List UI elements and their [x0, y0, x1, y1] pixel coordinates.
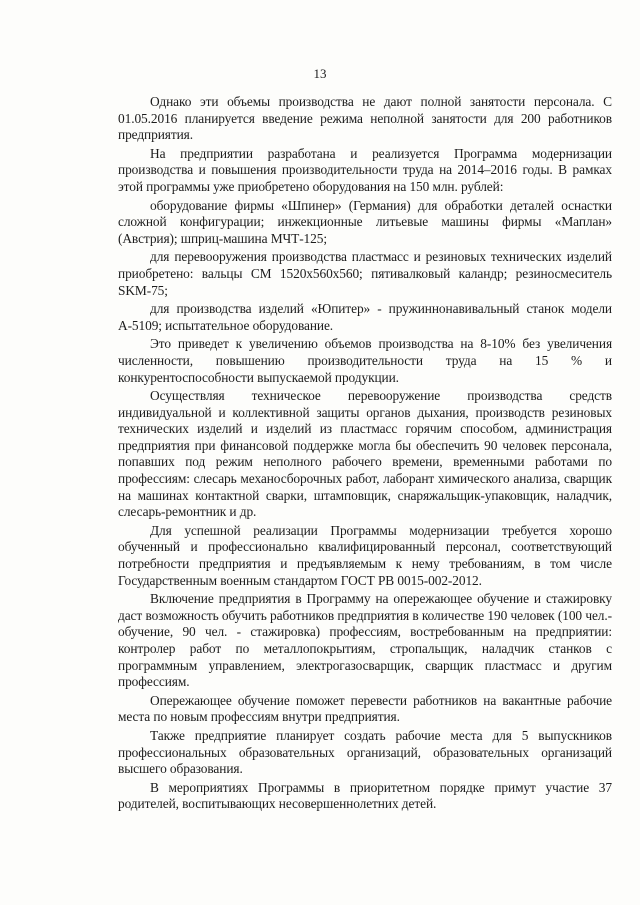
document-body: [118, 94, 612, 813]
paragraph: Осуществляя техническое перевооружение производства средств индивидуальной и коллективной защиты органов дыхания, производств резиновых технических изделий и изделий из пластмасс горячим способом, администрация предприятия при финансовой поддержке могла бы обеспечить 90 человек персонала, попавших под режим неполного рабочего времени, временными работами по профессиям: слесарь механосборочных работ, лаборант химического анализа, сварщик на машинах контактной сварки, штамповщик, снаряжальщик-упаковщик, наладчик, слесарь-ремонтник и др.: [118, 388, 612, 520]
paragraph: Включение предприятия в Программу на опережающее обучение и стажировку даст возможность обучить работников предприятия в количестве 190 человек (100 чел.- обучение, 90 чел. - стажировка) профессиям, востребованным на предприятии: контролер работ по металлопокрытиям, стропальщик, наладчик станков с программным управлением, электрогазосварщик, сварщик пластмасс и другим профессиям.: [118, 591, 612, 690]
page-number: 13: [313, 66, 327, 81]
paragraph: для производства изделий «Юпитер» - пружиннонавивальный станок модели А-5109; испытательное оборудование.: [118, 301, 612, 333]
paragraph: Это приведет к увеличению объемов производства на 8-10% без увеличения численности, повышению производительности труда на 15 % и конкурентоспособности выпускаемой продукции.: [118, 336, 612, 385]
paragraph: оборудование фирмы «Шпинер» (Германия) для обработки деталей оснастки сложной конфигурации; инжекционные литьевые машины фирмы «Маплан» (Австрия); шприц-машина МЧТ-125;: [118, 197, 612, 246]
paragraph: Опережающее обучение поможет перевести работников на вакантные рабочие места по новым профессиям внутри предприятия.: [118, 692, 612, 725]
paragraph: В мероприятиях Программы в приоритетном порядке примут участие 37 родителей, воспитывающих несовершеннолетних детей.: [118, 779, 612, 812]
paragraph: Для успешной реализации Программы модернизации требуется хорошо обученный и профессионально квалифицированный персонал, соответствующий потребности предприятия и предъявляемым к нему требованиям, в том числе Государственным военным стандартом ГОСТ РВ 0015-002-2012.: [118, 522, 612, 588]
paragraph: Однако эти объемы производства не дают полной занятости персонала. С 01.05.2016 планируется введение режима неполной занятости для 200 работников предприятия.: [118, 94, 612, 143]
paragraph: На предприятии разработана и реализуется Программа модернизации производства и повышения производительности труда на 2014–2016 годы. В рамках этой программы уже приобретено оборудования на 150 млн. рублей:: [118, 145, 612, 194]
paragraph: Также предприятие планирует создать рабочие места для 5 выпускников профессиональных образовательных организаций, образовательных организаций высшего образования.: [118, 727, 612, 777]
paragraph: для перевооружения производства пластмасс и резиновых технических изделий приобретено: вальцы СМ 1520x560x560; пятивалковый каландр; резиносмеситель SKM-75;: [118, 249, 612, 298]
